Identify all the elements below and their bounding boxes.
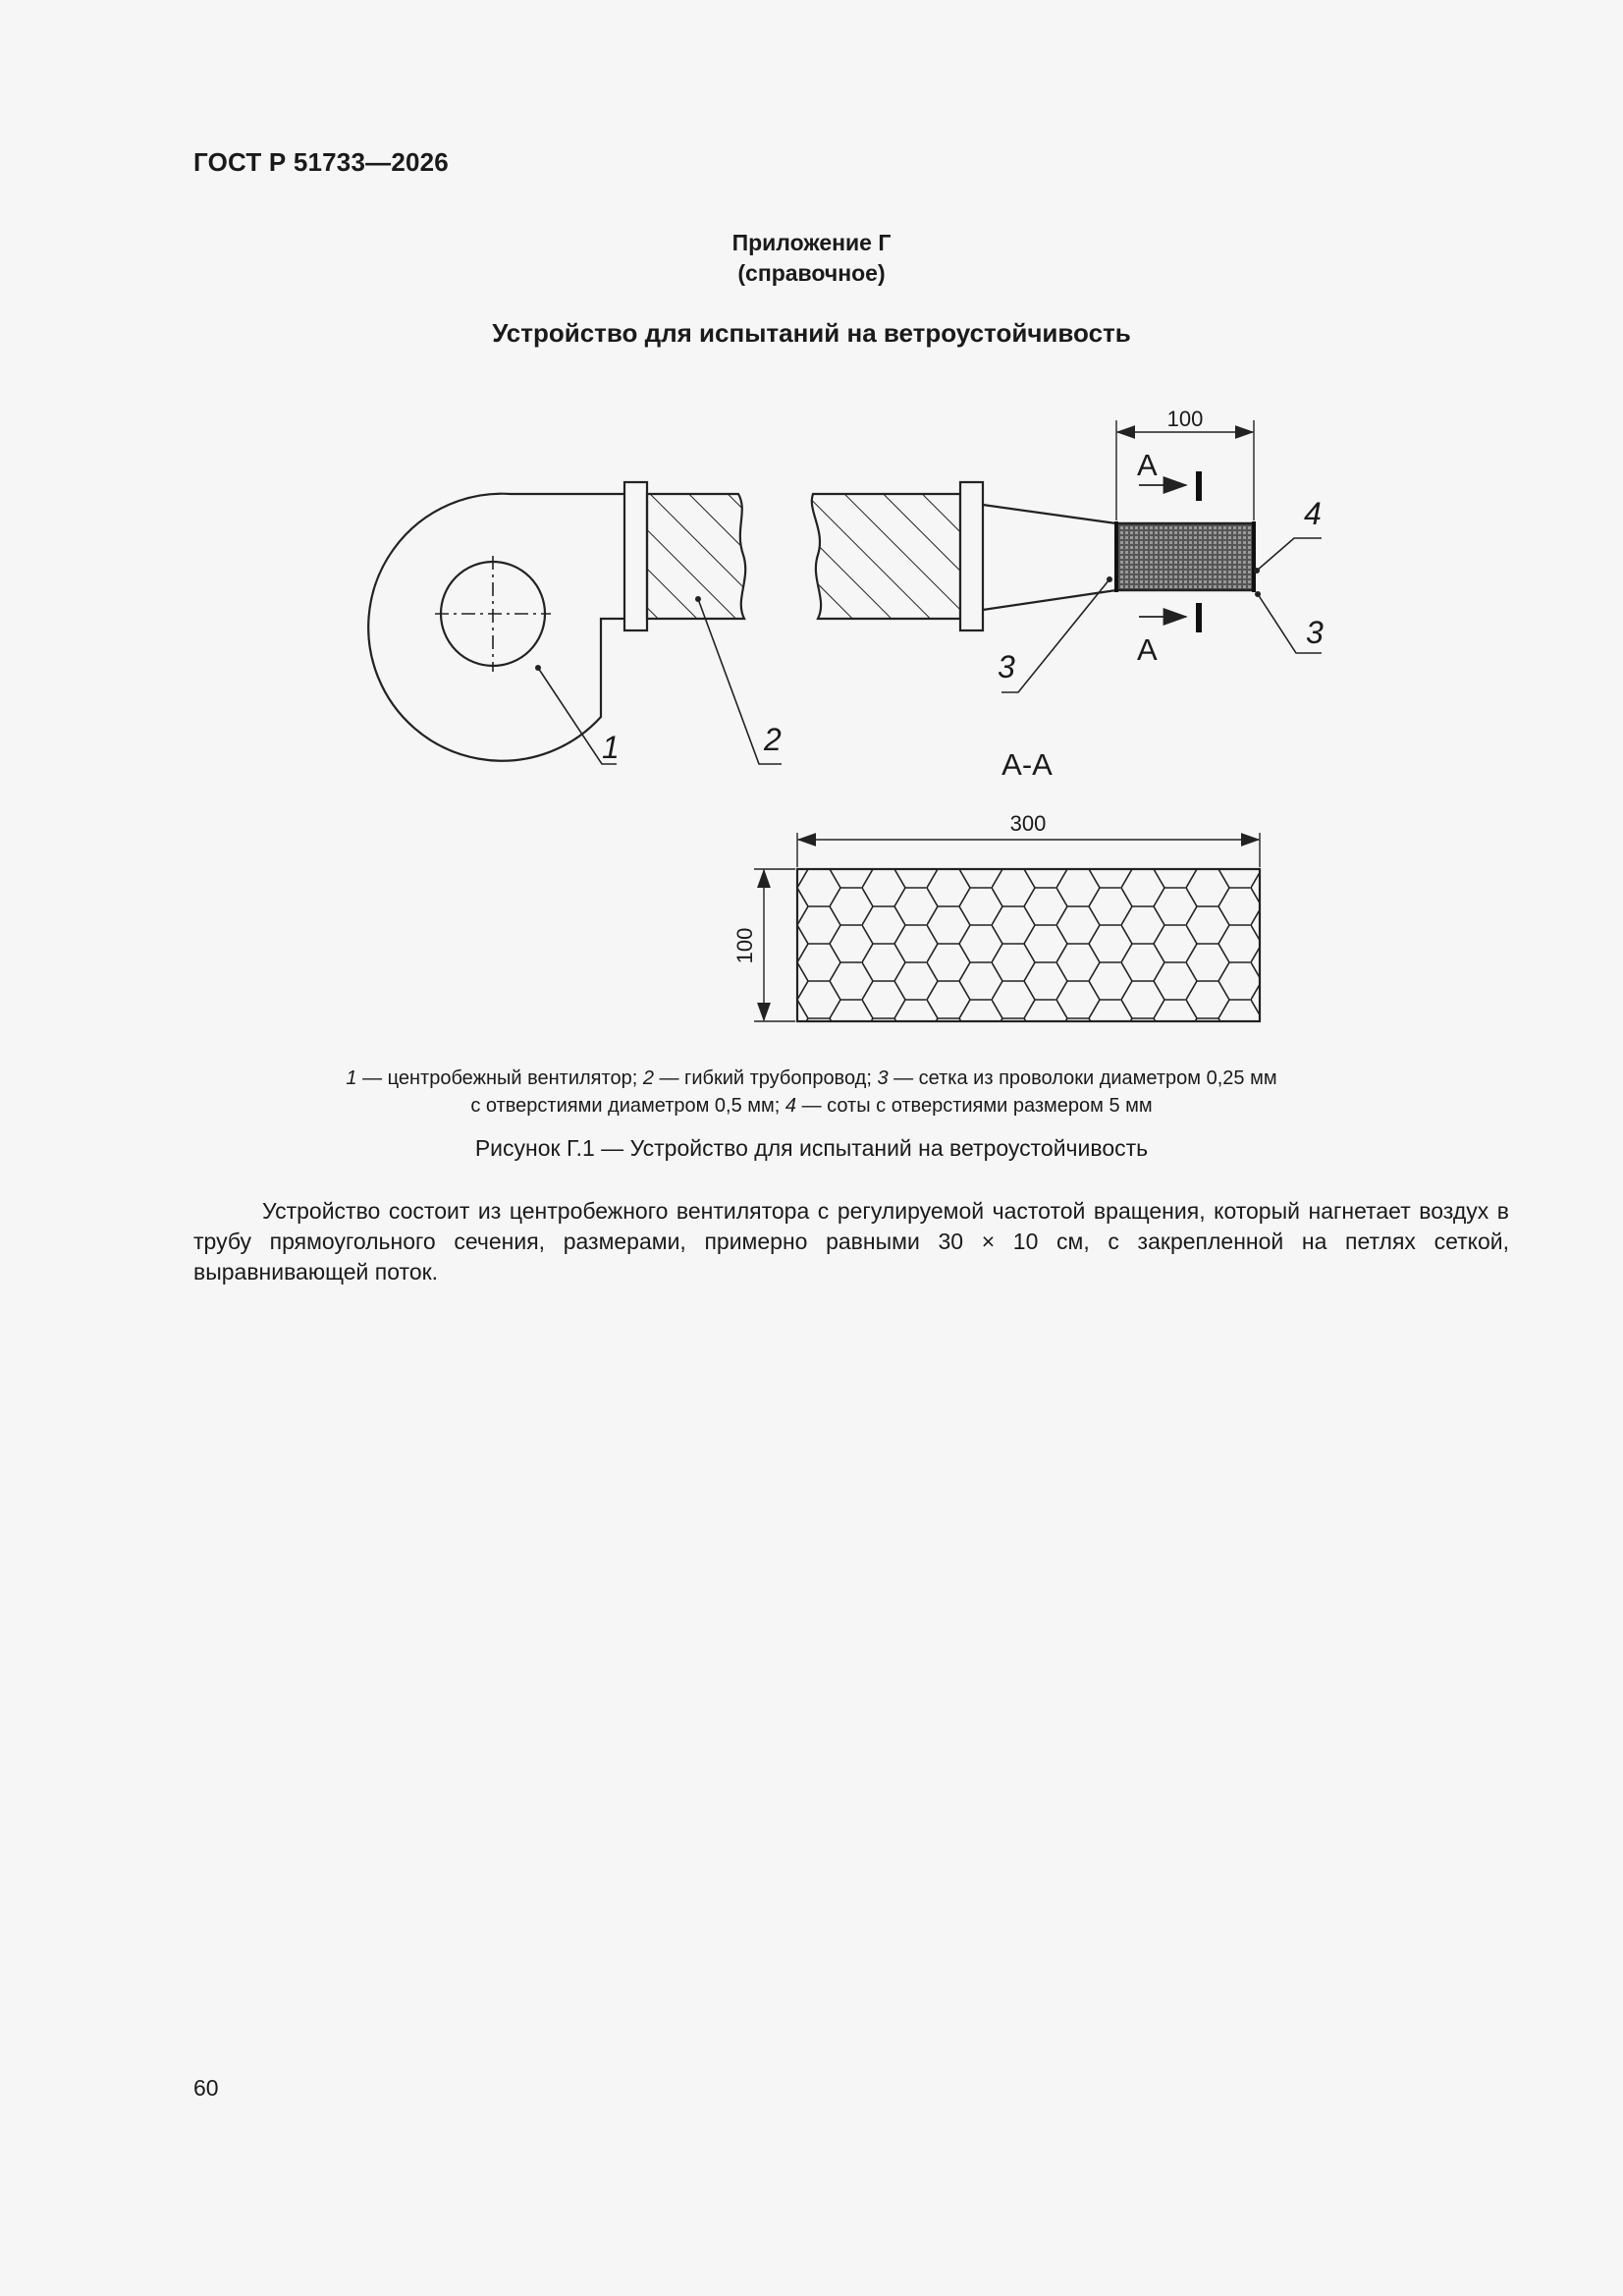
legend-line-1 xyxy=(0,1065,1623,1092)
flange-left xyxy=(624,482,647,630)
callout-3-left-label: 3 xyxy=(998,649,1015,684)
section-mark-bottom-label: А xyxy=(1137,632,1158,667)
legend-text-1: — центробежный вентилятор; xyxy=(356,1067,643,1089)
flange-right xyxy=(960,482,983,630)
fan xyxy=(368,494,624,761)
legend-num-4: 4 xyxy=(784,1095,797,1117)
section-mark-top xyxy=(1137,448,1199,501)
section-title: А-А xyxy=(1001,747,1053,782)
legend-text-2: — гибкий трубопровод; xyxy=(653,1067,878,1089)
dimension-section-height: 100 xyxy=(732,927,757,964)
page-number: 60 xyxy=(193,2075,219,2101)
appendix-title: Устройство для испытаний на ветроустойчивость xyxy=(492,318,1131,348)
figure-legend xyxy=(0,1065,1623,1120)
section-mark-bottom xyxy=(1137,603,1199,667)
callout-4-label: 4 xyxy=(1304,496,1322,531)
legend-line-2 xyxy=(0,1092,1623,1120)
legend-text-3b: с отверстиями диаметром 0,5 мм; xyxy=(470,1095,785,1117)
callout-2-label: 2 xyxy=(764,722,782,757)
flexible-pipe xyxy=(647,494,960,619)
appendix-label: Приложение Г xyxy=(731,230,892,255)
callout-3-right-label: 3 xyxy=(1306,615,1324,650)
diffuser xyxy=(983,505,1116,610)
callout-3-right xyxy=(1255,591,1324,653)
wind-test-device-drawing xyxy=(0,0,1623,1061)
callout-2 xyxy=(695,596,782,764)
legend-num-1: 1 xyxy=(346,1067,357,1089)
dimension-top-label: 100 xyxy=(1166,407,1204,431)
honeycomb-block xyxy=(1116,523,1254,590)
legend-text-4: — соты с отверстиями размером 5 мм xyxy=(796,1095,1153,1117)
legend-num-3: 3 xyxy=(877,1067,889,1089)
callout-1-label: 1 xyxy=(602,730,620,765)
legend-text-3: — сетка из проволоки диаметром 0,25 мм xyxy=(888,1067,1277,1089)
callout-1 xyxy=(535,665,620,765)
figure-caption: Рисунок Г.1 — Устройство для испытаний на ветроустойчивость xyxy=(474,1135,1149,1161)
body-paragraph: Устройство состоит из центробежного вентилятора с регулируемой частотой вращения, который нагнетает воздух в трубу прямоугольного сечения, размерами, примерно равными 30 × 10 см, с закрепленной на петлях сеткой, выравнивающей поток. xyxy=(193,1198,1509,1285)
section-view xyxy=(732,811,1260,1021)
appendix-type: (справочное) xyxy=(737,260,886,286)
legend-num-2: 2 xyxy=(642,1067,654,1089)
callout-4 xyxy=(1254,496,1322,574)
document-id: ГОСТ Р 51733—2026 xyxy=(193,147,449,177)
section-mark-top-label: А xyxy=(1137,448,1158,482)
dimension-section-width: 300 xyxy=(1009,811,1047,836)
